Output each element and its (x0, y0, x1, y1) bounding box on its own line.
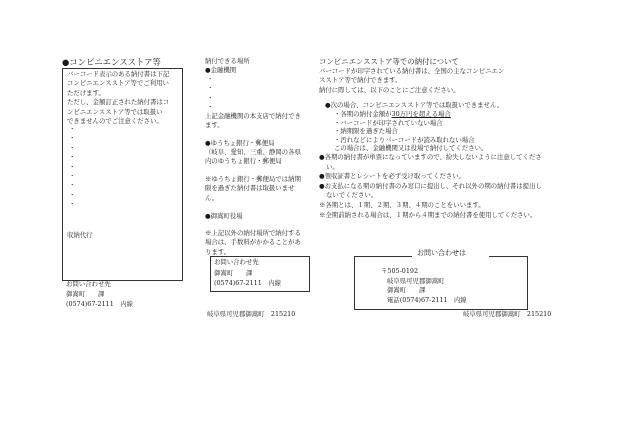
section-title-convenience: ●コンビニエンスストア等 (62, 57, 161, 67)
address-col2: 岐阜県可児郡御嵩町 215210 (207, 310, 296, 318)
bank-section-title: ●金融機関 (205, 66, 237, 74)
contact-title-col3: お問い合わせは (417, 249, 466, 257)
contact-info-col3: 〒505-0192 岐阜県可児郡御嵩町 御嵩町 課 電話(0574)67-2111 内線 (381, 267, 467, 304)
agency-label: 収納代行 (67, 231, 93, 239)
case-item: ・バーコードが印字されていない場合 (334, 118, 443, 127)
yucho-lines: （岐阜、愛知、三重、静岡の各県 内のゆうちょ銀行・郵便局 (205, 148, 301, 166)
yucho-section-title: ●ゆうちょ銀行・郵便局 (205, 139, 275, 147)
intro-text: バーコードが印字されている納付書は、全国の主なコンビニエン スストア等で納付できます。 納付に際しては、以下のことにご注意ください。 (319, 67, 505, 94)
contact-info-col2: お問い合わせ先 御嵩町 課 (0574)67-2111 内線 (214, 258, 281, 287)
payment-places-heading: 納付できる場所 (205, 57, 250, 65)
contact-info-col1: お問い合わせ先 御嵩町 課 (0574)67-2111 内線 (66, 280, 133, 308)
case-note: この場合は、金融機関又は役場で納付してください。 (334, 144, 488, 152)
other-places-note: ※上記以外の納付場所で納付する 場合は、手数料がかかることがあ ります。 (205, 229, 301, 256)
convenience-payment-heading: コンビニエンスストア等での納付について (319, 57, 459, 66)
convenience-store-list: ・ ・ ・ ・ ・ ・ ・ ・ ・ (69, 125, 76, 209)
case-item: ・各期の納付金額が30万円を超える場合 (334, 110, 451, 118)
case-item: ・納期限を過ぎた場合 (334, 127, 398, 135)
bank-note: 上記金融機関の本支店で納付でき ます。 (205, 112, 301, 130)
convenience-info-box (62, 68, 183, 281)
town-office-title: ●御嵩町役場 (205, 212, 243, 220)
address-col3: 岐阜県可児郡御嵩町 215210 (463, 310, 552, 318)
convenience-box-text: バーコード表示のある納付書は下記 コンビニエンスストア等でご利用い ただけます。 ただし、金額訂正された納付書はコ ンビニエンスストア等では取扱い できませんのでご注意ください。 (67, 70, 170, 126)
bank-list: ・ ・ ・ ・ (207, 75, 214, 112)
unavailable-cases-title: ●次の場合、コンビニエンスストア等では取扱いできません。 (325, 101, 504, 109)
case-item: ・汚れなどによりバーコードが読み取れない場合 (334, 135, 475, 144)
contact-box-col2 (210, 256, 310, 292)
yucho-note: ※ゆうちょ銀行・郵便局では納期 限を過ぎた納付書は取扱いませ ん。 (205, 175, 301, 202)
payment-notes: ●各期の納付書が単票になっていますので、紛失しないように注意してくださ い。 ●領収証書とレシートを必ず受け取ってください。 ●お支払になる期の納付書のみ窓口に提出し、それ以外の期の納付書は提出し ないでください。 ※各期とは、１期、２期、３期、４期のことをいいます。 ※全期前納される場合は、１期から４期までの納付書を使用してください。 (319, 153, 542, 219)
unavailable-cases-list (334, 110, 475, 144)
contact-box-top-left-rule (355, 256, 412, 257)
contact-box-col3 (354, 249, 528, 310)
contact-box-top-right-rule (489, 256, 527, 257)
